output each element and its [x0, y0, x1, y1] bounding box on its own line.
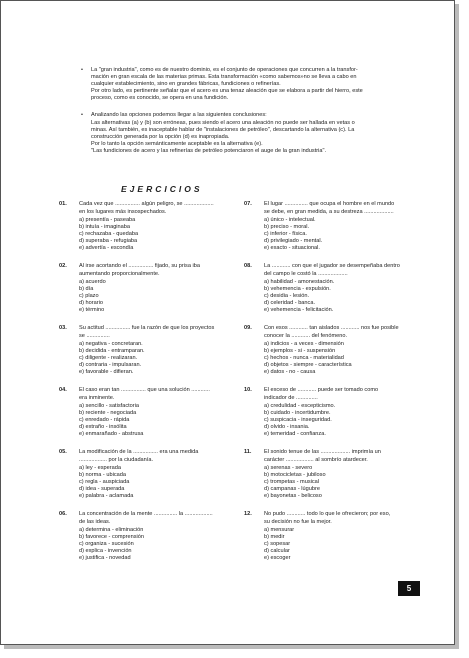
- answer-option: b) vehemencia - expulsión.: [264, 286, 331, 292]
- intro-line: minas. Así también, es inaceptable hablar de "instalaciones de petróleo", descartando la alternativa (c). La: [91, 126, 355, 133]
- question-stem: carácter .................. al sombrío atardecer.: [264, 457, 368, 463]
- question-item: [59, 201, 244, 252]
- answer-option: a) credulidad - escepticismo.: [264, 403, 336, 409]
- question-item: [59, 449, 244, 500]
- answer-option: a) determina - eliminación: [79, 527, 144, 533]
- question-item: [244, 201, 429, 252]
- answer-option: a) ley - esperada: [79, 465, 121, 471]
- question-stem: El caso eran tan ................ que una solución ............: [79, 387, 210, 393]
- question-stem: Cada vez que ................ algún peligro, se ...................: [79, 201, 214, 207]
- question-stem: se ...............: [79, 333, 110, 339]
- answer-option: c) sopesar: [264, 541, 291, 547]
- answer-option: b) día: [79, 286, 94, 292]
- intro-line: Por lo tanto la opción semánticamente aceptable es la alternativa (e).: [91, 140, 263, 147]
- answer-option: b) motocicletas - jubiloso: [264, 472, 326, 478]
- intro-line: mación en gran escala de las materias primas. Esta transformación «como sabemos»no se lleva a cabo en: [91, 74, 357, 81]
- question-number: 08.: [244, 263, 252, 269]
- question-number: 07.: [244, 201, 252, 207]
- answer-option: c) plazo: [79, 293, 99, 299]
- answer-option: e) vehemencia - felicitación.: [264, 307, 334, 313]
- answer-option: c) suspicacia - inseguridad.: [264, 417, 332, 423]
- question-stem: Su actitud ................ fue la razón de que los proyectos: [79, 325, 215, 331]
- question-item: [244, 325, 429, 376]
- intro-line: La "gran industria", como es de nuestro dominio, es el conjunto de operaciones que concurren a la transfor-: [91, 67, 358, 73]
- question-stem: El exceso de ............ puede ser tomado como: [264, 387, 379, 393]
- answer-option: d) olvido - insania.: [264, 424, 310, 430]
- question-stem: de las ideas.: [79, 519, 111, 525]
- question-stem: La modificación de la ................ era una medida: [79, 449, 199, 455]
- bullet-icon: •: [81, 67, 83, 73]
- answer-option: b) norma - ubicada: [79, 472, 126, 478]
- question-stem: su decisión no fue la mejor.: [264, 519, 332, 525]
- question-number: 01.: [59, 201, 67, 207]
- answer-option: d) calcular: [264, 548, 290, 554]
- answer-option: e) bayonetas - belicoso: [264, 493, 322, 499]
- question-item: [244, 387, 429, 438]
- answer-option: c) desidia - lesión.: [264, 293, 310, 299]
- answer-option: d) idea - superada: [79, 486, 125, 492]
- answer-option: a) sencillo - satisfactoria: [79, 403, 139, 409]
- answer-option: d) extraño - insólita: [79, 424, 127, 430]
- answer-option: d) superaba - refugiaba: [79, 238, 138, 244]
- intro-line: Analizando las opciones podemos llegar a las siguientes conclusiones:: [91, 112, 267, 119]
- answer-option: a) acuerdo: [79, 279, 106, 285]
- page-number: 5: [398, 581, 420, 596]
- answer-option: a) presentía - paseaba: [79, 217, 136, 223]
- intro-section: [81, 67, 426, 165]
- question-stem: indicador de ..............: [264, 395, 318, 401]
- answer-option: b) preciso - moral.: [264, 224, 310, 230]
- intro-line: construcción generada por la opción (d) es inapropiada.: [91, 133, 230, 140]
- bullet-icon: •: [81, 112, 83, 119]
- question-stem: La ............ con que el jugador se desempeñaba dentro: [264, 263, 400, 269]
- question-number: 05.: [59, 449, 67, 455]
- question-stem: Al irse acortando el ................ fijado, su prisa iba: [79, 263, 200, 269]
- question-number: 03.: [59, 325, 67, 331]
- question-stem: del campo le costó la ...................: [264, 271, 348, 277]
- answer-option: b) reciente - negociada: [79, 410, 137, 416]
- answer-option: d) contraria - impulsaran.: [79, 362, 142, 368]
- intro-bullet-2: [81, 112, 426, 155]
- answer-option: c) organiza - sucesión: [79, 541, 134, 547]
- answer-option: a) indicios - a veces - dimensión: [264, 341, 344, 347]
- question-stem: se debe, en gran medida, a su destreza ...................: [264, 209, 394, 215]
- question-item: [244, 511, 429, 562]
- question-item: [59, 511, 244, 562]
- answer-option: c) hechos - nunca - materialidad: [264, 355, 344, 361]
- intro-line: Las alternativas (a) y (b) son erróneas, pues siendo el acero una aleación no puede ser hallada en vetas o: [91, 119, 355, 126]
- answer-option: b) medir: [264, 534, 285, 540]
- answer-option: d) objetos - siempre - característica: [264, 362, 352, 368]
- answer-option: d) explica - invención: [79, 548, 132, 554]
- answer-option: a) negativa - concretaran.: [79, 341, 143, 347]
- answer-option: e) palabra - aclamada: [79, 493, 134, 499]
- answer-option: d) celeridad - banca.: [264, 300, 315, 306]
- intro-line: "Las fundiciones de acero y las refinerías de petróleo potenciaron el auge de la gran industria".: [91, 147, 327, 154]
- question-number: 06.: [59, 511, 67, 517]
- answer-option: c) trompetas - musical: [264, 479, 320, 485]
- questions-left-column: [59, 201, 244, 573]
- answer-option: b) ejemplos - si - suspensión: [264, 348, 336, 354]
- question-item: [59, 263, 244, 314]
- answer-option: a) único - intelectual.: [264, 217, 316, 223]
- intro-line: cualquier establecimiento, sino en grandes fábricas, fundiciones o refinerías.: [91, 81, 281, 88]
- question-stem: .................. por la ciudadanía.: [79, 457, 153, 463]
- question-stem: era inminente.: [79, 395, 115, 401]
- intro-line: proceso, como es conocido, se opera en una fundición.: [91, 95, 229, 102]
- answer-option: c) rechazaba - quedaba: [79, 231, 139, 237]
- question-number: 02.: [59, 263, 67, 269]
- question-item: [59, 387, 244, 438]
- answer-option: c) enredado - rápida: [79, 417, 130, 423]
- answer-option: e) justifica - novedad: [79, 555, 131, 561]
- question-stem: conocer la ............ del fenómeno.: [264, 333, 348, 339]
- question-number: 04.: [59, 387, 67, 393]
- question-stem: El lugar ............... que ocupa el hombre en el mundo: [264, 201, 395, 207]
- question-stem: aumentando proporcionalmente.: [79, 271, 160, 277]
- question-stem: Con esos ............ tan aislados ............ nos fue posible: [264, 325, 399, 331]
- question-stem: La concentración de la mente ............... la ..................: [79, 511, 213, 517]
- answer-option: e) término: [79, 307, 105, 313]
- answer-option: b) intuía - imaginaba: [79, 224, 130, 230]
- answer-option: d) campanas - lúgubre: [264, 486, 320, 492]
- answer-option: e) escoger: [264, 555, 291, 561]
- answer-option: e) exacto - situacional.: [264, 245, 320, 251]
- answer-option: a) serenas - severo: [264, 465, 313, 471]
- question-stem: No pudo ............ todo lo que le ofrecieron; por eso,: [264, 511, 391, 517]
- question-item: [59, 325, 244, 376]
- answer-option: c) inferior - física.: [264, 231, 307, 237]
- answer-option: b) favorece - comprensión: [79, 534, 144, 540]
- question-number: 11.: [244, 449, 252, 455]
- answer-option: e) temeridad - confianza.: [264, 431, 326, 437]
- answer-option: a) mensurar: [264, 527, 295, 533]
- question-number: 12.: [244, 511, 252, 517]
- answer-option: d) privilegiado - mental.: [264, 238, 323, 244]
- section-title: EJERCICIOS: [121, 184, 203, 194]
- answer-option: e) enmarañado - abstrusa: [79, 431, 144, 437]
- answer-option: b) cuidado - incertidumbre.: [264, 410, 331, 416]
- answer-option: e) datos - no - causa: [264, 369, 316, 375]
- answer-option: a) habilidad - amonestación.: [264, 279, 335, 285]
- answer-option: c) regla - auspiciada: [79, 479, 130, 485]
- answer-option: c) diligente - realizaran.: [79, 355, 138, 361]
- questions-right-column: [244, 201, 429, 573]
- question-item: [244, 263, 429, 314]
- question-number: 09.: [244, 325, 252, 331]
- question-stem: en los lugares más insospechados.: [79, 209, 167, 215]
- intro-bullet-1: [81, 67, 426, 102]
- question-number: 10.: [244, 387, 252, 393]
- answer-option: d) horario: [79, 300, 103, 306]
- answer-option: b) decidida - entramparan.: [79, 348, 145, 354]
- question-stem: El sonido tenue de las ................... imprimía un: [264, 449, 381, 455]
- question-item: [244, 449, 429, 500]
- answer-option: e) favorable - difieran.: [79, 369, 134, 375]
- answer-option: e) advertía - escondía: [79, 245, 134, 251]
- intro-line: Por otro lado, es pertinente señalar que el acero es una tenaz aleación que se elabora a partir del hierro, este: [91, 88, 363, 95]
